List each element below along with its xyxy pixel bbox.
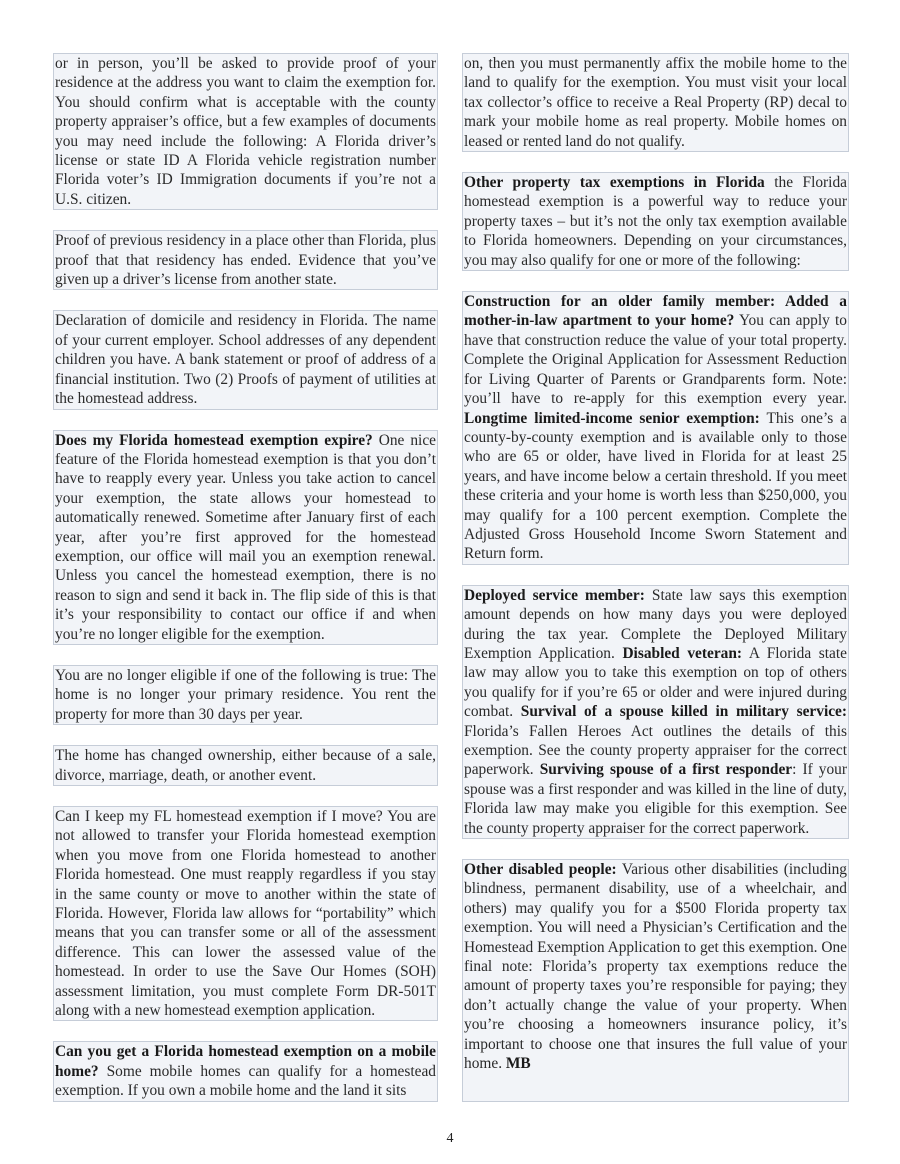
proof-of-residence-paragraph (53, 53, 438, 210)
author-signoff: MB (505, 1055, 531, 1073)
older-family-member-paragraph (462, 291, 849, 565)
paragraph-text: You are no longer eligible if one of the following is true: The home is no longer your primary residence. You rent the property for more than 30 days per year. (55, 666, 436, 723)
paragraph-text: The home has changed ownership, either because of a sale, divorce, marriage, death, or another event. (55, 747, 436, 784)
paragraph-text: Can I keep my FL homestead exemption if I move? You are not allowed to transfer your Florida homestead exemption when you move from one Florida homestead to another Florida homestead. One must reapply regardless if you stay in the same county or move to another within the state of Florida. However, Florida law allows for “portability” which means that you can transfer some or all of the assessment difference. This can lower the assessed value of the homestead. In order to use the Save Our Homes (SOH) assessment limitation, you must complete Form DR-501T along with a new homestead exemption application. (55, 808, 436, 1020)
ownership-changed-paragraph (53, 745, 438, 786)
paragraph-text: A Florida state law may allow you to take this exemption on top of others you qualify for if you’re 65 or older and were injured during combat. (464, 644, 847, 721)
right-column (462, 53, 849, 1122)
other-exemptions-paragraph (462, 172, 849, 271)
keep-exemption-if-move-paragraph (53, 806, 438, 1021)
exemption-expire-paragraph (53, 430, 438, 645)
paragraph-text: : If your spouse was a first responder and was killed in the line of duty, Florida law may make you eligible for this exemption. See the county property appraiser for the correct paperwork. (464, 761, 847, 837)
paragraph-heading: Deployed service member: (464, 586, 645, 604)
mobile-home-continued-paragraph (462, 53, 849, 152)
paragraph-heading: Does my Florida homestead exemption expire? (55, 431, 373, 449)
paragraph-heading: Surviving spouse of a first responder (539, 761, 793, 779)
paragraph-text: or in person, you’ll be asked to provide proof of your residence at the address you want to claim the exemption for. You should confirm what is acceptable with the county property appraiser’s office, but a few examples of documents you may need include the following: A Florida driver’s license or state ID A Florida vehicle registration number Florida voter’s ID Immigration documents if you’re not a U.S. citizen. (55, 55, 436, 208)
previous-residency-paragraph (53, 230, 438, 290)
page-number: 4 (446, 1131, 454, 1146)
paragraph-text: State law says this exemption amount depends on how many days you were deployed during the tax year. Complete the Deployed Military Exemption Application. (464, 586, 847, 662)
paragraph-heading: Disabled veteran: (622, 644, 743, 662)
paragraph-heading: Other disabled people: (464, 861, 617, 879)
paragraph-text: This one’s a county-by-county exemption and is available only to those who are 65 or older, have lived in Florida for at least 25 years, and have income below a certain threshold. If you meet these criteria and your home is worth less than $250,000, you may qualify for a 100 percent exemption. Complete the Adjusted Gross Household Income Sworn Statement and Return form. (464, 409, 847, 563)
left-column (53, 53, 438, 1122)
mobile-home-paragraph (53, 1041, 438, 1101)
other-disabled-people-paragraph (462, 859, 849, 1102)
deployed-service-member-paragraph (462, 585, 849, 839)
paragraph-text: One nice feature of the Florida homestead exemption is that you don’t have to reapply every year. Unless you take action to cancel your exemption, the state allows your homestead to automatically renewed. Sometime after January first of each year, after you’re first approved for the homestead exemption, our office will mail you an exemption renewal. Unless you cancel the homestead exemption, there is no reason to sign and send it back in. The flip side of this is that it’s your responsibility to contact our office if and when you’re no longer eligible for the exemption. (55, 431, 436, 643)
paragraph-text: Florida’s Fallen Heroes Act outlines the details of this exemption. See the county property appraiser for the correct paperwork. (464, 722, 847, 779)
no-longer-eligible-paragraph (53, 665, 438, 725)
paragraph-heading: Longtime limited-income senior exemption: (464, 409, 760, 427)
paragraph-heading: Can you get a Florida homestead exemption on a mobile home? (55, 1043, 436, 1080)
paragraph-text: on, then you must permanently affix the mobile home to the land to qualify for the exemption. You must visit your local tax collector’s office to receive a Real Property (RP) decal to mark your mobile home as real property. Mobile homes on leased or rented land do not qualify. (464, 55, 847, 150)
paragraph-text: Declaration of domicile and residency in Florida. The name of your current employer. School addresses of any dependent children you have. A bank statement or proof of address of a financial institution. Two (2) Proofs of payment of utilities at the homestead address. (55, 312, 436, 408)
paragraph-text: Various other disabilities (including blindness, permanent disability, use of a wheelchair, and others) may qualify you for a $500 Florida property tax exemption. You will need a Physician’s Certification and the Homestead Exemption Application to get this exemption. One final note: Florida’s property tax exemptions reduce the amount of property taxes you’re responsible for paying; they don’t actually change the value of your property. When you’re choosing a homeowners insurance policy, it’s important to choose one that insures the full value of your home. (464, 861, 847, 1073)
paragraph-heading: Construction for an older family member: Added a mother-in-law apartment to your home? (464, 293, 847, 330)
paragraph-heading: Survival of a spouse killed in military service: (520, 703, 848, 721)
paragraph-text: Proof of previous residency in a place other than Florida, plus proof that that residency has ended. Evidence that you’ve given up a driver’s license from another state. (55, 232, 436, 289)
declaration-of-domicile-paragraph (53, 310, 438, 409)
paragraph-text: Some mobile homes can qualify for a homestead exemption. If you own a mobile home and the land it sits (55, 1062, 436, 1100)
paragraph-text: the Florida homestead exemption is a powerful way to reduce your property taxes – but it’s not the only tax exemption available to Florida homeowners. Depending on your circumstances, you may also qualify for one or more of the following: (464, 174, 847, 269)
paragraph-heading: Other property tax exemptions in Florida (464, 174, 765, 192)
paragraph-text: You can apply to have that construction reduce the value of your total property. Complete the Original Application for Assessment Reduction for Living Quarter of Parents or Grandparents form. Note: you’ll have to re-apply for this exemption every year. (464, 312, 847, 408)
